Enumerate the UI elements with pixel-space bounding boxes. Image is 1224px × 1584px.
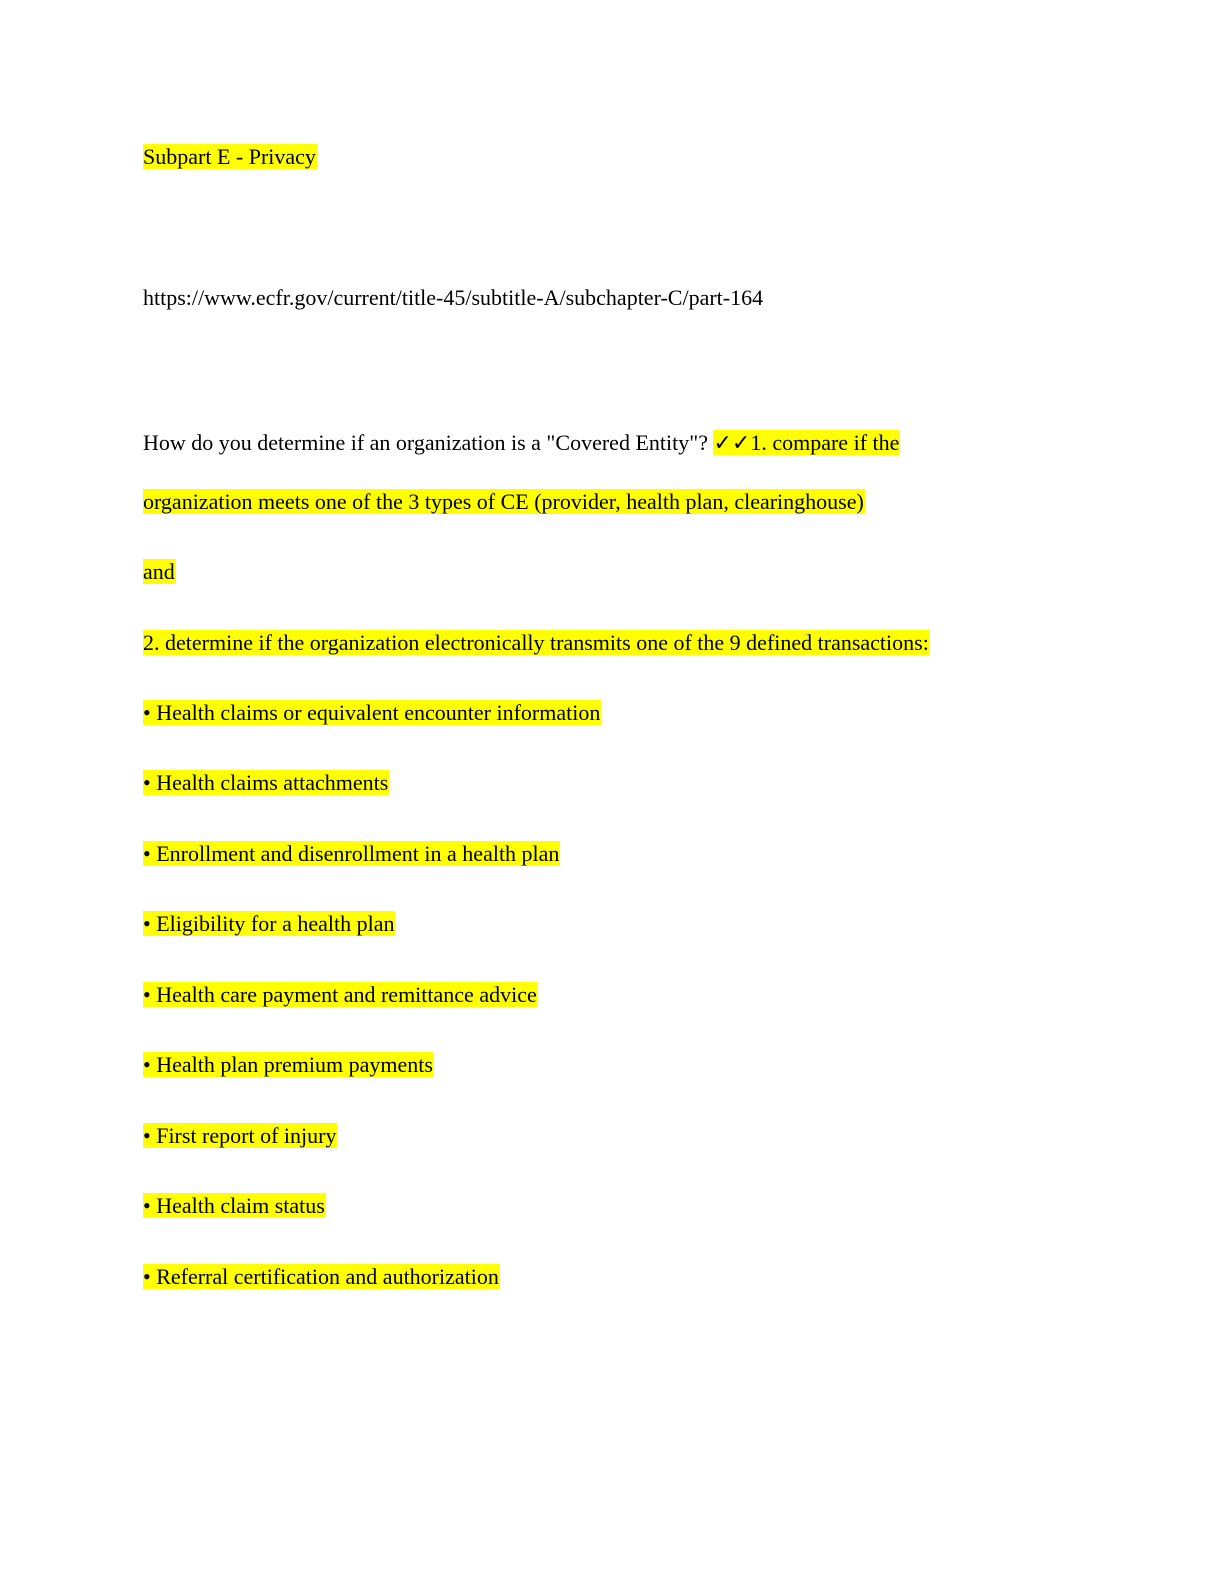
double-check-icon: ✓✓	[713, 431, 751, 456]
list-item	[143, 698, 601, 728]
list-item	[143, 1191, 326, 1221]
list-item	[143, 1121, 337, 1151]
list-item-text: • Health claims attachments	[143, 770, 389, 795]
section-heading	[143, 142, 317, 172]
answer-line	[143, 487, 865, 517]
list-item-text: • Referral certification and authorization	[143, 1264, 499, 1289]
question-line	[143, 428, 900, 459]
answer-and-text: and	[143, 559, 175, 584]
list-item	[143, 839, 560, 869]
list-item-text: • Health claims or equivalent encounter information	[143, 700, 601, 725]
list-item-text: • Health care payment and remittance advice	[143, 982, 537, 1007]
list-item-text: • Health claim status	[143, 1193, 325, 1218]
source-url-text: https://www.ecfr.gov/current/title-45/subtitle-A/subchapter-C/part-164	[143, 285, 764, 310]
list-item	[143, 980, 538, 1010]
source-url	[143, 283, 763, 313]
list-item-text: • Enrollment and disenrollment in a health plan	[143, 841, 560, 866]
list-item-text: • Health plan premium payments	[143, 1052, 433, 1077]
section-heading-text: Subpart E - Privacy	[143, 144, 316, 169]
list-item	[143, 768, 389, 798]
question-text: How do you determine if an organization is a "Covered Entity"?	[143, 430, 708, 455]
answer-line-1: 1. compare if the	[750, 430, 900, 455]
list-item-text: • Eligibility for a health plan	[143, 911, 395, 936]
list-item	[143, 1262, 500, 1292]
answer-step-2-text: 2. determine if the organization electronically transmits one of the 9 defined transactions:	[143, 630, 929, 655]
answer-step-2	[143, 628, 930, 658]
list-item-text: • First report of injury	[143, 1123, 337, 1148]
list-item	[143, 909, 395, 939]
answer-conjunction	[143, 557, 176, 587]
answer-line-2: organization meets one of the 3 types of CE (provider, health plan, clearinghouse)	[143, 489, 864, 514]
list-item	[143, 1050, 434, 1080]
